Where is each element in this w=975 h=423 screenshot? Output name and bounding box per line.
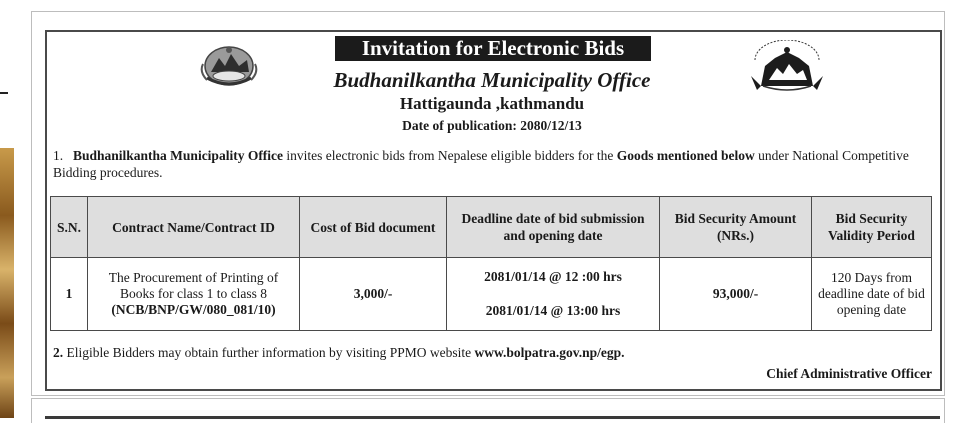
header-security-amount: Bid Security Amount (NRs.) bbox=[660, 197, 812, 258]
bids-table bbox=[50, 196, 932, 331]
next-notice-frame bbox=[31, 398, 945, 423]
bid-notice bbox=[45, 30, 942, 391]
row-contract bbox=[88, 258, 300, 331]
website-link[interactable]: www.bolpatra.gov.np/egp. bbox=[474, 345, 625, 360]
row-cost: 3,000/- bbox=[300, 258, 447, 331]
header-contract: Contract Name/Contract ID bbox=[88, 197, 300, 258]
row-validity: 120 Days from deadline date of bid opening date bbox=[812, 258, 932, 331]
row-security-amount: 93,000/- bbox=[660, 258, 812, 331]
intro-office: Budhanilkantha Municipality Office bbox=[73, 148, 284, 163]
opening-date: 2081/01/14 @ 13:00 hrs bbox=[485, 303, 621, 318]
submission-date: 2081/01/14 @ 12 :00 hrs bbox=[484, 269, 622, 284]
municipality-logo-icon bbox=[747, 40, 827, 92]
contract-name: The Procurement of Printing of Books for class 1 to class 8 bbox=[108, 270, 279, 301]
notice-title: Invitation for Electronic Bids bbox=[335, 36, 651, 61]
signature: Chief Administrative Officer bbox=[766, 366, 932, 381]
table-row bbox=[51, 258, 932, 331]
page-left-margin bbox=[0, 0, 22, 418]
footer-note bbox=[53, 344, 935, 361]
publication-date: Date of publication: 2080/12/13 bbox=[402, 118, 582, 133]
header-deadline: Deadline date of bid submission and opening date bbox=[447, 197, 660, 258]
header-validity: Bid Security Validity Period bbox=[812, 197, 932, 258]
contract-id: (NCB/BNP/GW/080_081/10) bbox=[111, 302, 276, 317]
margin-dash bbox=[0, 92, 8, 94]
intro-text-a: invites electronic bids from Nepalese eligible bidders for the bbox=[283, 148, 617, 163]
intro-goods: Goods mentioned below bbox=[616, 148, 755, 163]
office-name: Budhanilkantha Municipality Office bbox=[333, 68, 651, 92]
footer-number: 2. bbox=[53, 345, 64, 360]
intro-number: 1. bbox=[53, 148, 64, 163]
row-deadline bbox=[447, 258, 660, 331]
adjacent-photo-edge bbox=[0, 148, 14, 418]
row-sn: 1 bbox=[51, 258, 88, 331]
header-sn: S.N. bbox=[51, 197, 88, 258]
footer-text: Eligible Bidders may obtain further information by visiting PPMO website bbox=[63, 345, 475, 360]
intro-text-b: under National Competitive Bidding procedures. bbox=[53, 148, 909, 180]
table-header-row bbox=[51, 197, 932, 258]
header-cost: Cost of Bid document bbox=[300, 197, 447, 258]
intro-paragraph bbox=[53, 147, 935, 181]
office-address: Hattigaunda ,kathmandu bbox=[399, 94, 585, 113]
